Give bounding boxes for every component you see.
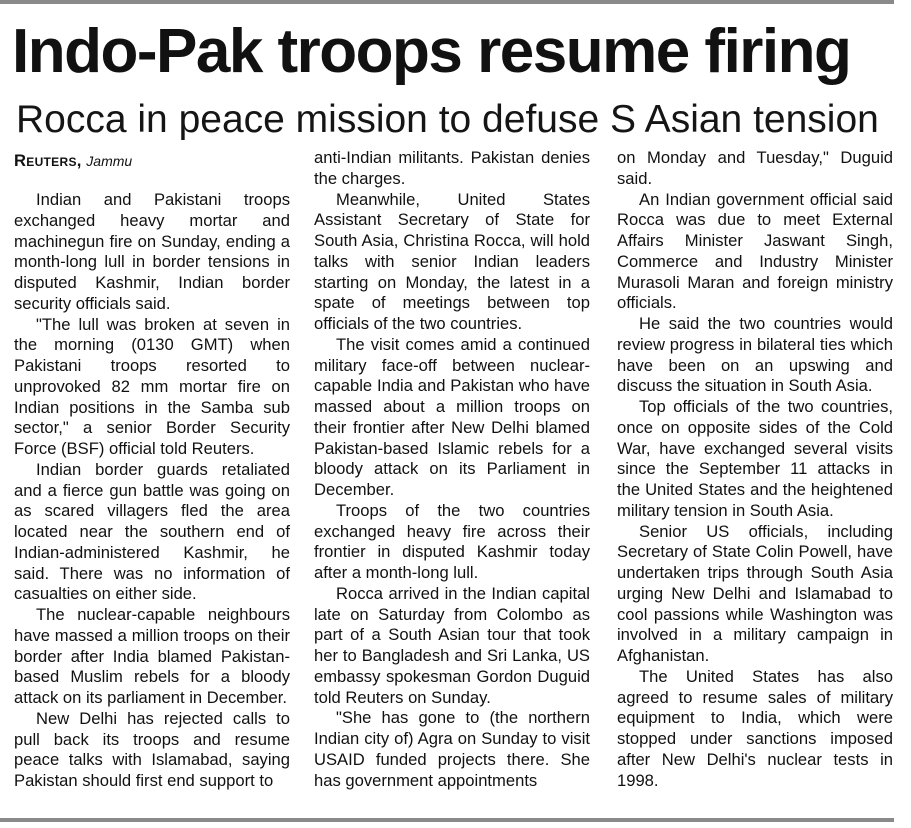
paragraph-continued: anti-Indian militants. Pakistan denies the charges. <box>314 148 590 188</box>
paragraph: He said the two countries would review progress in bilateral ties which have been on an upswing and discuss the situation in South Asia. <box>617 314 893 396</box>
column-3 <box>617 148 893 791</box>
paragraph: Indian and Pakistani troops exchanged heavy mortar and machinegun fire on Sunday, ending a month-long lull in border tensions in disputed Kashmir, Indian border security officials said. <box>14 190 290 313</box>
paragraph: "The lull was broken at seven in the morning (0130 GMT) when Pakistani troops resorted to unprovoked 82 mm mortar fire on Indian positions in the Samba sub sector," a senior Border Security Force (BSF) official told Reuters. <box>14 314 290 458</box>
column-1-body <box>14 190 290 792</box>
column-1 <box>14 148 290 792</box>
paragraph-continued: on Monday and Tuesday," Duguid said. <box>617 148 893 188</box>
paragraph: Rocca arrived in the Indian capital late on Saturday from Colombo as part of a South Asian tour that took her to Bangladesh and Sri Lanka, US embassy spokesman Gordon Duguid told Reuters on Sunday. <box>314 583 590 707</box>
byline <box>14 148 290 174</box>
column-2 <box>314 148 590 791</box>
paragraph: The visit comes amid a continued military face-off between nuclear-capable India and Pakistan who have massed about a million troops on their frontier after New Delhi blamed Pakistan-based Islamic rebels for a bloody attack on its Parliament in December. <box>314 334 590 499</box>
paragraph: New Delhi has rejected calls to pull back its troops and resume peace talks with Islamabad, saying Pakistan should first end support to <box>14 708 290 790</box>
paragraph: The nuclear-capable neighbours have massed a million troops on their border after India blamed Pakistan-based Muslim rebels for a bloody attack on its parliament in December. <box>14 605 290 707</box>
paragraph: An Indian government official said Rocca was due to meet External Affairs Minister Jaswant Singh, Commerce and Industry Minister Murasoli Maran and foreign ministry officials. <box>617 189 893 313</box>
subheadline: Rocca in peace mission to defuse S Asian tension <box>16 98 879 141</box>
paragraph: "She has gone to (the northern Indian city of) Agra on Sunday to visit USAID funded projects there. She has government appointments <box>314 708 590 790</box>
paragraph: Indian border guards retaliated and a fierce gun battle was going on as scared villagers fled the area located near the southern end of Indian-administered Kashmir, he said. There was no information of casualties on either side. <box>14 459 290 604</box>
top-rule <box>0 0 894 4</box>
paragraph: Meanwhile, United States Assistant Secretary of State for South Asia, Christina Rocca, will hold talks with senior Indian leaders starting on Monday, the latest in a spate of meetings between top officials of the two countries. <box>314 189 590 333</box>
paragraph: Top officials of the two countries, once on opposite sides of the Cold War, have exchanged several visits since the September 11 attacks in the United States and the heightened military tension in South Asia. <box>617 397 893 520</box>
paragraph: The United States has also agreed to resume sales of military equipment to India, which were stopped under sanctions imposed after New Delhi's nuclear tests in 1998. <box>617 666 893 790</box>
paragraph: Senior US officials, including Secretary of State Colin Powell, have undertaken trips through South Asia urging New Delhi and Islamabad to cool passions while Washington was involved in a military campaign in Afghanistan. <box>617 521 893 665</box>
byline-agency: Reuters, <box>14 151 82 170</box>
paragraph: Troops of the two countries exchanged heavy fire across their frontier in disputed Kashmir today after a month-long lull. <box>314 500 590 582</box>
headline: Indo-Pak troops resume firing <box>12 17 851 86</box>
bottom-rule <box>0 818 894 822</box>
byline-dateline: Jammu <box>86 153 133 169</box>
